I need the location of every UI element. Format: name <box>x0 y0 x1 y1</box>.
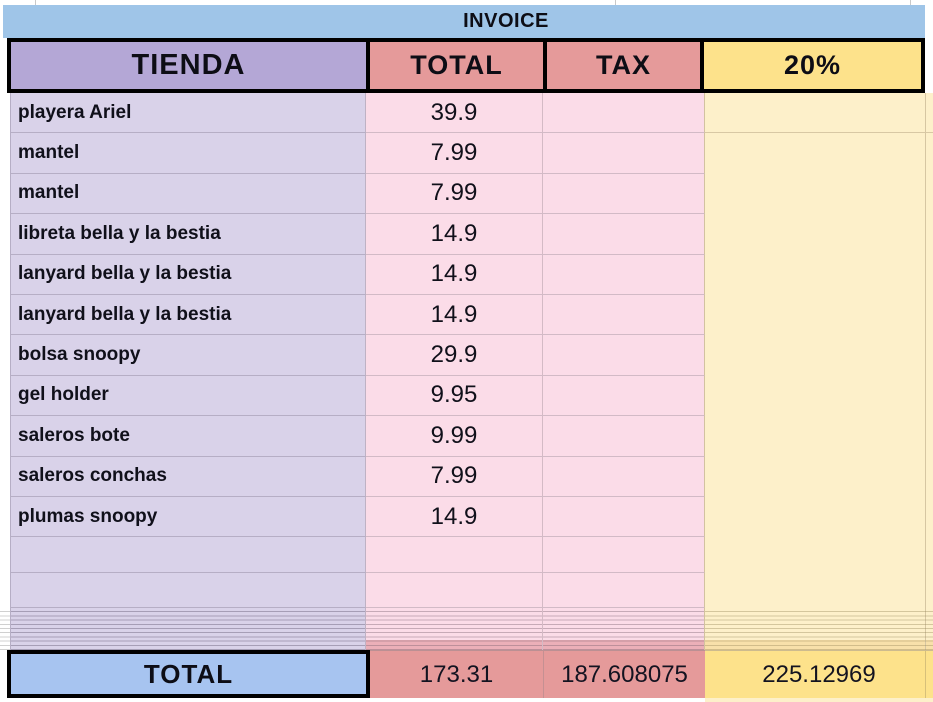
item-cell[interactable]: mantel <box>10 174 366 214</box>
tax-cell[interactable] <box>543 295 705 335</box>
pct-cell[interactable] <box>705 497 933 537</box>
tax-cell[interactable] <box>543 214 705 254</box>
total-cell[interactable]: 9.95 <box>366 376 543 416</box>
collapsed-total-cells[interactable] <box>366 608 543 650</box>
table-row <box>0 133 933 173</box>
total-cell[interactable]: 14.9 <box>366 295 543 335</box>
column-header-tax[interactable]: TAX <box>543 38 704 93</box>
table-row <box>0 335 933 375</box>
item-cell[interactable]: mantel <box>10 133 366 173</box>
row-gutter <box>0 608 10 650</box>
pct-cell[interactable] <box>705 573 933 608</box>
tax-cell[interactable] <box>543 376 705 416</box>
table-row <box>0 174 933 214</box>
row-gutter <box>0 214 10 254</box>
invoice-title: INVOICE <box>463 10 549 32</box>
pct-cell[interactable] <box>705 174 933 214</box>
grid-vline <box>35 0 36 5</box>
table-header-row <box>0 38 933 93</box>
tax-cell[interactable] <box>543 537 705 573</box>
table-row-empty <box>0 573 933 608</box>
tax-cell[interactable] <box>543 335 705 375</box>
pct-cell[interactable] <box>705 295 933 335</box>
right-margin <box>925 38 933 93</box>
pct-cell[interactable] <box>705 133 933 173</box>
row-gutter <box>0 38 7 93</box>
total-cell[interactable]: 39.9 <box>366 93 543 133</box>
total-cell[interactable]: 14.9 <box>366 497 543 537</box>
row-gutter <box>0 255 10 295</box>
footer-20pct-value-cell[interactable]: 225.12969 <box>705 650 933 698</box>
table-row <box>0 93 933 133</box>
total-cell[interactable] <box>366 573 543 608</box>
footer-total-value-cell[interactable]: 173.31 <box>370 650 543 698</box>
tax-cell[interactable] <box>543 497 705 537</box>
row-gutter <box>0 537 10 573</box>
row-gutter <box>0 416 10 456</box>
item-cell[interactable] <box>10 573 366 608</box>
grid-vline <box>615 0 616 5</box>
partial-row-below-table <box>0 698 933 702</box>
table-row-empty <box>0 537 933 573</box>
table-row <box>0 376 933 416</box>
item-cell[interactable]: libreta bella y la bestia <box>10 214 366 254</box>
item-cell[interactable]: saleros bote <box>10 416 366 456</box>
table-row <box>0 255 933 295</box>
total-cell[interactable]: 14.9 <box>366 255 543 295</box>
table-row <box>0 497 933 537</box>
pct-cell[interactable] <box>705 335 933 375</box>
tax-cell[interactable] <box>543 416 705 456</box>
invoice-title-cell[interactable] <box>3 5 925 38</box>
row-gutter <box>0 457 10 497</box>
row-gutter <box>0 650 7 698</box>
footer-tax-value-cell[interactable]: 187.608075 <box>543 650 705 698</box>
item-cell[interactable]: gel holder <box>10 376 366 416</box>
bottom-margin <box>0 698 705 702</box>
column-header-total[interactable]: TOTAL <box>366 38 547 93</box>
pct-cell[interactable] <box>705 457 933 497</box>
pct-cell[interactable] <box>705 255 933 295</box>
footer-total-label-cell[interactable]: TOTAL <box>7 650 370 698</box>
item-cell[interactable]: lanyard bella y la bestia <box>10 295 366 335</box>
row-gutter <box>0 133 10 173</box>
table-row <box>0 457 933 497</box>
table-row <box>0 214 933 254</box>
row-gutter <box>0 376 10 416</box>
row-gutter <box>0 174 10 214</box>
invoice-title-band <box>0 5 933 38</box>
table-row <box>0 295 933 335</box>
table-row <box>0 416 933 456</box>
collapsed-rows-band <box>0 608 933 650</box>
item-cell[interactable] <box>10 537 366 573</box>
item-cell[interactable]: lanyard bella y la bestia <box>10 255 366 295</box>
item-cell[interactable]: plumas snoopy <box>10 497 366 537</box>
collapsed-tax-cells[interactable] <box>543 608 705 650</box>
pct-cell[interactable] <box>705 416 933 456</box>
tax-cell[interactable] <box>543 573 705 608</box>
pct-cell[interactable] <box>705 376 933 416</box>
grid-vline <box>910 0 911 5</box>
total-cell[interactable]: 7.99 <box>366 457 543 497</box>
partial-row-above-table <box>0 0 933 5</box>
row-gutter <box>0 497 10 537</box>
row-gutter <box>0 335 10 375</box>
total-cell[interactable]: 7.99 <box>366 174 543 214</box>
bottom-yellow-overflow <box>705 698 933 702</box>
item-cell[interactable]: bolsa snoopy <box>10 335 366 375</box>
item-cell[interactable]: playera Ariel <box>10 93 366 133</box>
right-margin <box>925 5 933 38</box>
tax-cell[interactable] <box>543 255 705 295</box>
total-cell[interactable] <box>366 537 543 573</box>
item-cell[interactable]: saleros conchas <box>10 457 366 497</box>
total-cell[interactable]: 29.9 <box>366 335 543 375</box>
pct-cell[interactable] <box>705 214 933 254</box>
tax-cell[interactable] <box>543 174 705 214</box>
table-footer-row <box>0 650 933 698</box>
row-gutter <box>0 93 10 133</box>
row-gutter <box>0 573 10 608</box>
tax-cell[interactable] <box>543 457 705 497</box>
total-cell[interactable]: 7.99 <box>366 133 543 173</box>
collapsed-item-cells[interactable] <box>10 608 366 650</box>
column-header-20pct[interactable]: 20% <box>700 38 925 93</box>
row-gutter <box>0 295 10 335</box>
tax-cell[interactable] <box>543 133 705 173</box>
tax-cell[interactable] <box>543 93 705 133</box>
collapsed-pct-cells[interactable] <box>705 608 933 650</box>
total-cell[interactable]: 9.99 <box>366 416 543 456</box>
total-cell[interactable]: 14.9 <box>366 214 543 254</box>
pct-cell[interactable] <box>705 93 933 133</box>
pct-cell[interactable] <box>705 537 933 573</box>
column-header-tienda[interactable]: TIENDA <box>7 38 370 93</box>
